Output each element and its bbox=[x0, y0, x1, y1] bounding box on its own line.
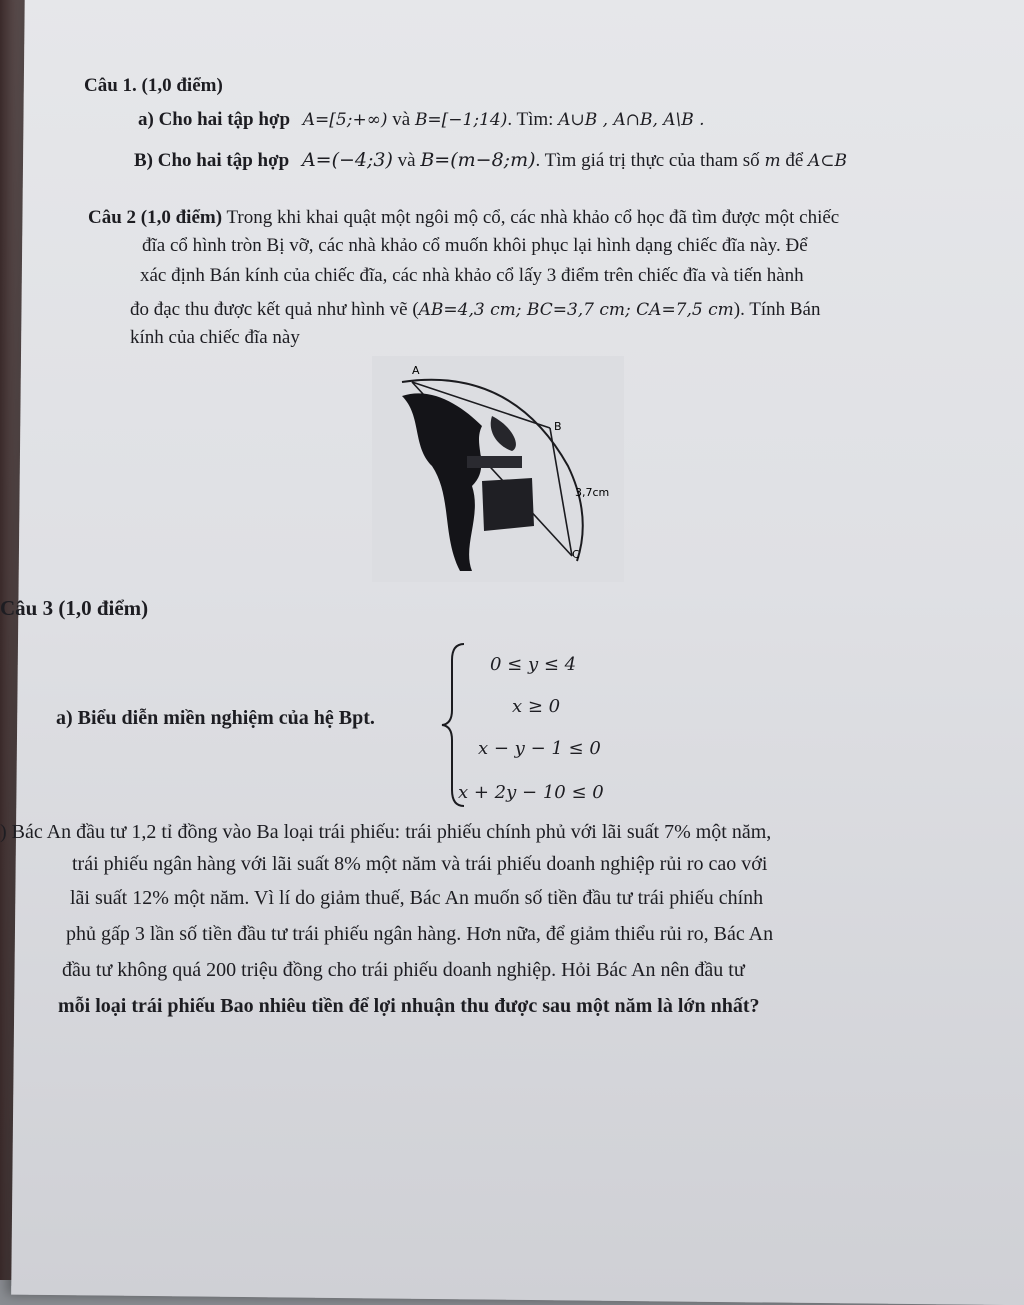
q1-b-m: m bbox=[764, 151, 781, 171]
q1-b-subset: A⊂B bbox=[808, 151, 848, 171]
disc-fragment-figure bbox=[482, 478, 534, 531]
q1-b-label: B) Cho hai tập hợp bbox=[134, 150, 290, 171]
fig-label-length: 3,7cm bbox=[575, 486, 610, 499]
q1-a-ops: A∪B , A∩B, A\B . bbox=[558, 110, 705, 130]
broken-disc-figure bbox=[372, 356, 624, 582]
q1-b-de: để bbox=[785, 150, 804, 171]
q2-line2: đĩa cổ hình tròn Bị vỡ, các nhà khảo cổ muốn khôi phục lại hình dạng chiếc đĩa này. Để bbox=[142, 235, 808, 256]
q1-a-text: a) Cho hai tập hợp bbox=[138, 109, 291, 130]
fig-label-a: A bbox=[412, 364, 420, 377]
inequality-2: x ≥ 0 bbox=[512, 696, 561, 717]
disc-fragment-dark bbox=[402, 393, 482, 571]
q1-a-find: . Tìm: bbox=[507, 109, 554, 130]
q3-b-line6: mỗi loại trái phiếu Bao nhiêu tiền để lợi nhuận thu được sau một năm là lớn nhất? bbox=[58, 995, 760, 1017]
q2-measurements: AB=4,3 cm; BC=3,7 cm; CA=7,5 cm bbox=[418, 300, 734, 320]
q2-line3: xác định Bán kính của chiếc đĩa, các nhà khảo cổ lấy 3 điểm trên chiếc đĩa và tiến hành bbox=[140, 265, 804, 286]
q2-title: Câu 2 (1,0 điểm) bbox=[88, 207, 223, 228]
q3-b-line1: ) Bác An đầu tư 1,2 tỉ đồng vào Ba loại trái phiếu: trái phiếu chính phủ với lãi suất 7% một năm, bbox=[0, 821, 772, 843]
q2-line4 bbox=[130, 298, 821, 322]
inequality-system bbox=[440, 640, 620, 810]
inequality-4: x + 2y − 10 ≤ 0 bbox=[458, 782, 604, 803]
q1-b-and: và bbox=[397, 150, 416, 171]
q3-a-text: a) Biểu diễn miền nghiệm của hệ Bpt. bbox=[56, 707, 375, 729]
inequality-3: x − y − 1 ≤ 0 bbox=[478, 738, 601, 759]
q1-b bbox=[134, 148, 847, 173]
disc-fragment-top bbox=[491, 416, 516, 451]
fig-label-b: B bbox=[554, 420, 562, 433]
q1-b-setA: A=(−4;3) bbox=[301, 149, 393, 171]
q1-a-setB: B=[−1;14) bbox=[414, 110, 508, 130]
q2-line4a: đo đạc thu được kết quả như hình vẽ ( bbox=[130, 299, 419, 320]
fig-label-c: C bbox=[572, 548, 580, 561]
q3-b-line4: phủ gấp 3 lần số tiền đầu tư trái phiếu ngân hàng. Hơn nữa, để giảm thiểu rủi ro, Bác An bbox=[66, 923, 774, 945]
q3-b-line3: lãi suất 12% một năm. Vì lí do giảm thuế, Bác An muốn số tiền đầu tư trái phiếu chính bbox=[70, 887, 764, 909]
q1-b-rest: . Tìm giá trị thực của tham số bbox=[535, 150, 760, 171]
q2-line1 bbox=[88, 206, 839, 230]
inequality-1: 0 ≤ y ≤ 4 bbox=[490, 654, 577, 675]
q1-a-and: và bbox=[392, 109, 411, 130]
q2-line5: kính của chiếc đĩa này bbox=[130, 327, 300, 348]
q1-title: Câu 1. (1,0 điểm) bbox=[84, 75, 223, 96]
q3-b-line5: đầu tư không quá 200 triệu đồng cho trái phiếu doanh nghiệp. Hỏi Bác An nên đầu tư bbox=[62, 959, 745, 981]
q1-a bbox=[138, 108, 705, 132]
disc-fragment-band bbox=[467, 456, 522, 468]
q3-b-line2: trái phiếu ngân hàng với lãi suất 8% một năm và trái phiếu doanh nghiệp rủi ro cao với bbox=[72, 853, 768, 875]
q1-b-setB: B=(m−8;m) bbox=[420, 149, 536, 171]
q3-title: Câu 3 (1,0 điểm) bbox=[0, 596, 149, 620]
q1-a-setA: A=[5;+∞) bbox=[302, 110, 388, 130]
q2-line4b: ). Tính Bán bbox=[733, 299, 821, 320]
q2-text1: Trong khi khai quật một ngôi mộ cổ, các nhà khảo cổ học đã tìm được một chiếc bbox=[226, 207, 840, 228]
disc-drawing bbox=[372, 356, 624, 582]
